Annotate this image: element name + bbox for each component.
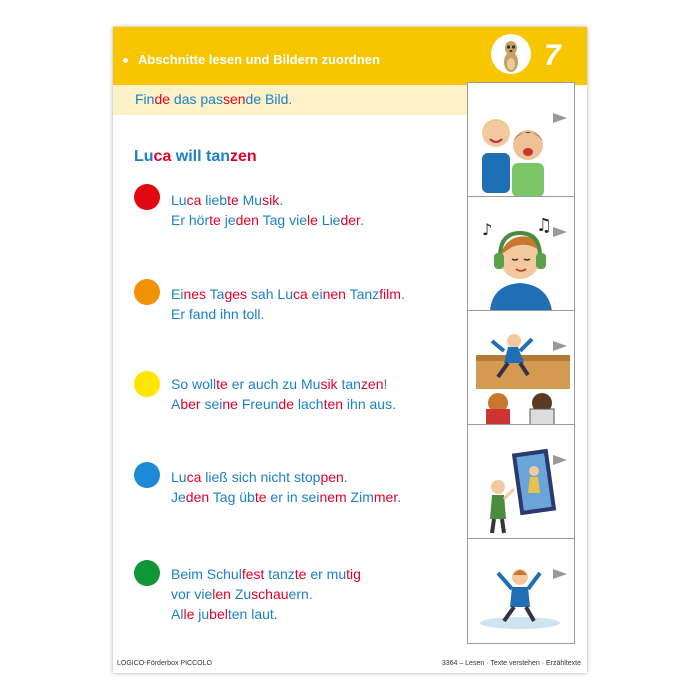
syllable: zen <box>360 376 384 392</box>
header-bar <box>113 27 587 85</box>
paragraph-dot-blue[interactable] <box>134 462 160 488</box>
syllable: ca <box>186 469 202 485</box>
paragraph-dot-red[interactable] <box>134 184 160 210</box>
syllable: vor <box>171 586 195 602</box>
syllable: A <box>171 396 181 412</box>
syllable: le <box>183 606 195 622</box>
dancing-on-stage-illustration[interactable] <box>467 310 575 426</box>
story-title <box>134 148 257 166</box>
text-line <box>171 467 401 487</box>
paragraph-4 <box>171 467 401 507</box>
syllable: stop <box>293 469 321 485</box>
syllable: So woll <box>171 376 217 392</box>
syllable: ca <box>186 192 202 208</box>
syllable: ca <box>292 286 308 302</box>
paragraph-2 <box>171 284 405 324</box>
syllable: Al <box>171 606 184 622</box>
syllable: Beim Schul <box>171 566 242 582</box>
syllable: te <box>209 212 221 228</box>
paragraph-dot-yellow[interactable] <box>134 371 160 397</box>
text-line <box>171 284 405 304</box>
syllable: . <box>400 286 405 302</box>
syllable: tanz <box>264 566 295 582</box>
syllable: tan <box>206 148 231 165</box>
syllable: ber <box>180 396 201 412</box>
header-title: Abschnitte lesen und Bildern zuordnen <box>138 52 380 67</box>
syllable: Ei <box>171 286 184 302</box>
syllable: te <box>216 376 228 392</box>
syllable: te <box>254 489 267 505</box>
syllable: le <box>306 212 318 228</box>
syllable: ju <box>194 606 210 622</box>
syllable: ges <box>224 286 248 302</box>
bullet-dot <box>123 58 128 63</box>
syllable: . <box>343 469 348 485</box>
syllable: Tag üb <box>209 489 255 505</box>
syllable: laut. <box>247 606 278 622</box>
syllable: Mu <box>238 192 263 208</box>
syllable: nes <box>183 286 207 302</box>
syllable: ten <box>323 396 344 412</box>
syllable: fest <box>241 566 265 582</box>
syllable: te <box>294 566 307 582</box>
syllable: Lu <box>277 286 293 302</box>
paragraph-5 <box>171 564 361 624</box>
footer-series: 3364 – Lesen · Texte verstehen · Erzähltexte <box>441 660 581 667</box>
text-line <box>171 210 364 230</box>
syllable: ließ sich nicht <box>201 469 294 485</box>
syllable: sen <box>222 91 246 107</box>
syllable: der <box>340 212 360 228</box>
syllable: tig <box>346 566 361 582</box>
dancing-in-room-illustration[interactable] <box>467 424 575 540</box>
syllable: Fin <box>135 91 155 107</box>
text-line <box>171 584 361 604</box>
syllable: er in <box>266 489 302 505</box>
text-line <box>171 564 361 584</box>
svg-text:♫: ♫ <box>536 215 553 236</box>
syllable: pas <box>200 91 223 107</box>
syllable: pen <box>320 469 344 485</box>
syllable: . <box>397 489 402 505</box>
syllable: Lu <box>171 469 187 485</box>
text-line <box>171 304 405 324</box>
syllable: sik <box>320 376 338 392</box>
text-line <box>171 604 361 624</box>
syllable: sik <box>262 192 280 208</box>
syllable: das <box>170 91 201 107</box>
syllable: tan <box>337 376 361 392</box>
syllable: den <box>235 212 259 228</box>
text-line <box>171 190 364 210</box>
svg-text:♪: ♪ <box>482 220 493 239</box>
syllable: je <box>220 212 236 228</box>
picture-column <box>467 82 575 642</box>
syllable: nen <box>322 286 346 302</box>
boy-with-headphones-illustration[interactable] <box>467 196 575 312</box>
syllable: ten <box>227 606 248 622</box>
syllable: ern <box>288 586 309 602</box>
syllable: de <box>278 396 294 412</box>
syllable: Lu <box>171 192 187 208</box>
syllable: ca <box>153 148 172 165</box>
worksheet-card <box>113 27 587 673</box>
syllable: Lie <box>317 212 341 228</box>
syllable: . <box>308 586 313 602</box>
syllable: ei <box>307 286 323 302</box>
syllable: Er fand ihn toll. <box>171 306 265 322</box>
meerkat-icon <box>491 34 531 74</box>
syllable: de <box>154 91 171 107</box>
syllable: te <box>227 192 239 208</box>
syllable: ihn aus. <box>343 396 396 412</box>
paragraph-dot-green[interactable] <box>134 560 160 586</box>
instruction-text <box>135 91 292 107</box>
syllable: Tanz <box>345 286 380 302</box>
paragraph-dot-orange[interactable] <box>134 279 160 305</box>
text-line <box>171 394 396 414</box>
text-line <box>171 374 396 394</box>
syllable: Ta <box>206 286 225 302</box>
syllable: bel <box>209 606 228 622</box>
syllable: de Bild. <box>245 91 293 107</box>
syllable: schau <box>251 586 289 602</box>
syllable: Lu <box>134 148 154 165</box>
syllable: sei <box>200 396 223 412</box>
syllable: Je <box>171 489 186 505</box>
syllable: Mu <box>300 376 321 392</box>
syllable: sah <box>247 286 278 302</box>
syllable: film <box>379 286 401 302</box>
syllable: . <box>359 212 364 228</box>
paragraph-1 <box>171 190 364 230</box>
syllable: ! <box>383 376 388 392</box>
laughing-friends-illustration[interactable] <box>467 82 575 198</box>
paragraph-3 <box>171 374 396 414</box>
syllable: will <box>171 148 207 165</box>
syllable: lieb <box>201 192 228 208</box>
syllable: . <box>279 192 284 208</box>
syllable: sei <box>301 489 320 505</box>
syllable: nem <box>319 489 347 505</box>
syllable: er auch zu <box>227 376 301 392</box>
syllable: Er hör <box>171 212 210 228</box>
syllable: Tag <box>258 212 290 228</box>
syllable: len <box>212 586 231 602</box>
syllable: Zim <box>346 489 374 505</box>
footer-publisher: LOGICO-Förderbox PICCOLO <box>117 660 212 667</box>
syllable: lach <box>294 396 324 412</box>
syllable: den <box>185 489 210 505</box>
text-line <box>171 487 401 507</box>
syllable: zen <box>230 148 257 165</box>
syllable: Freun <box>237 396 279 412</box>
syllable: vie <box>194 586 213 602</box>
syllable: er mu <box>306 566 347 582</box>
school-party-dance-illustration[interactable] <box>467 538 575 644</box>
syllable: vie <box>289 212 307 228</box>
syllable: ne <box>222 396 238 412</box>
syllable: mer <box>373 489 398 505</box>
syllable: Zu <box>230 586 252 602</box>
exercise-number: 7 <box>544 39 561 72</box>
